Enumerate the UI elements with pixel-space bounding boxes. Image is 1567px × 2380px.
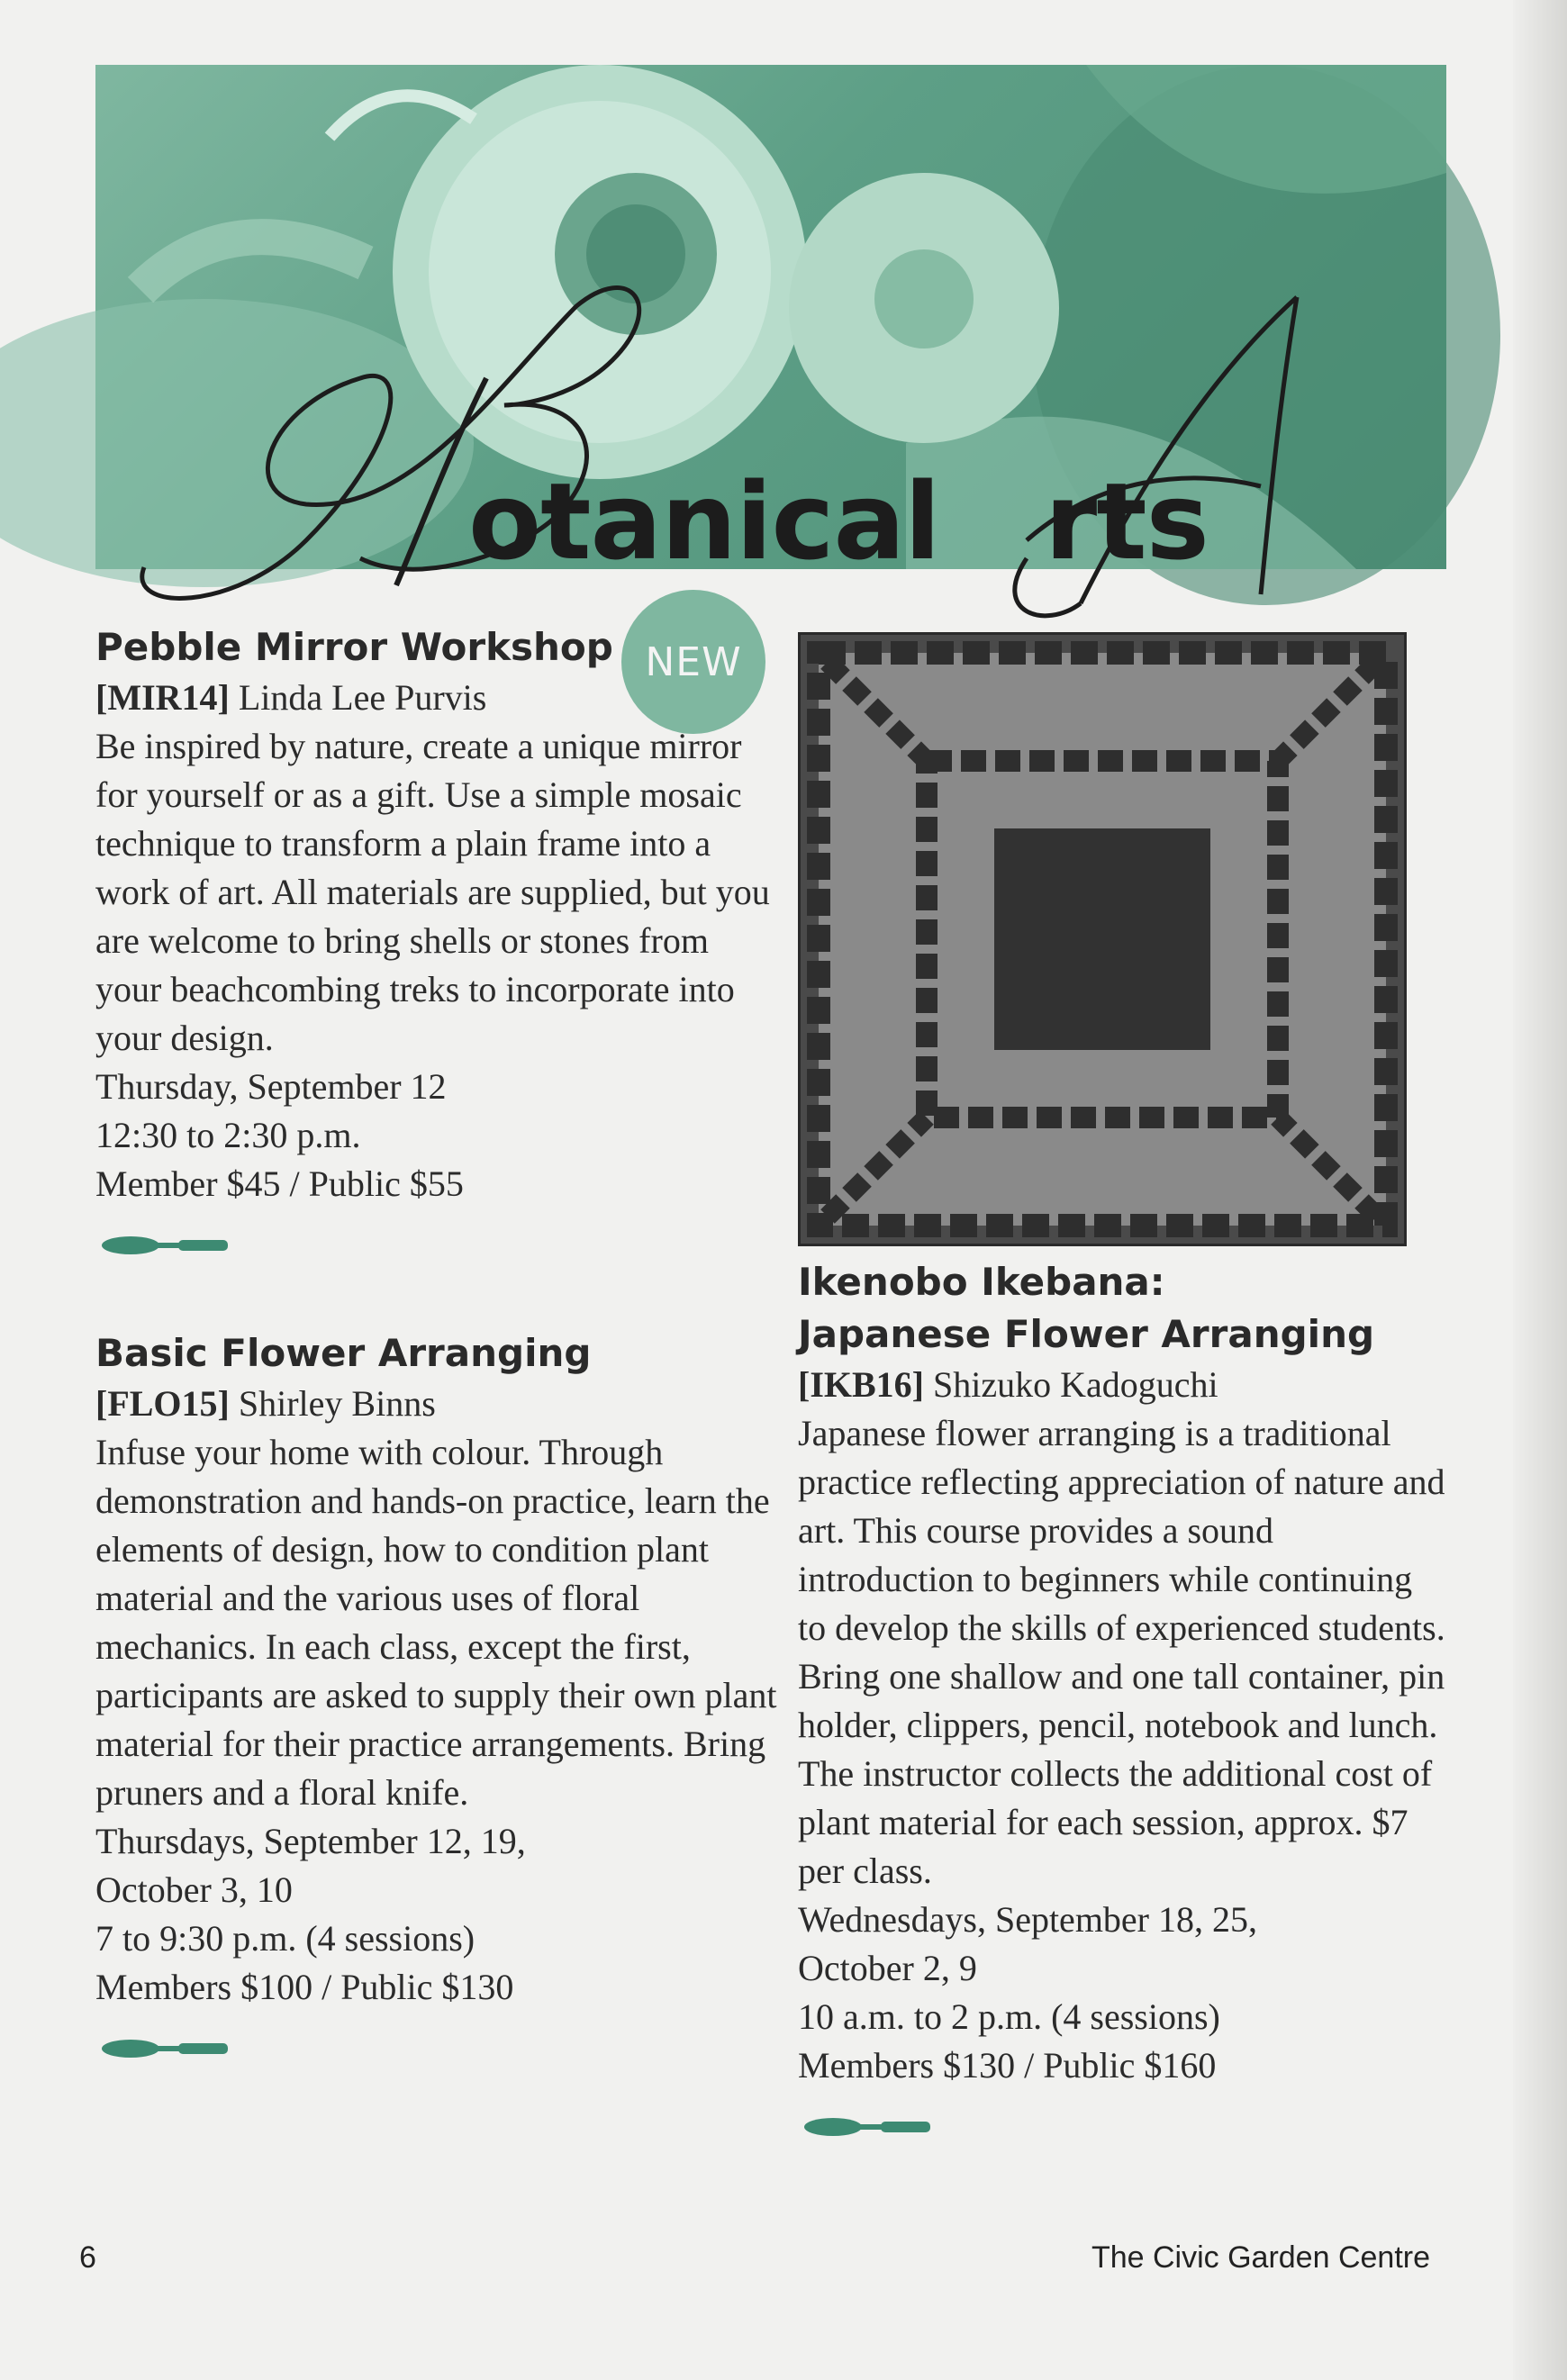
course-code: [MIR14] [95, 677, 230, 718]
right-column [798, 1256, 1446, 2153]
course-date: Thursday, September 12 [95, 1066, 447, 1107]
trowel-divider-icon [99, 1232, 234, 1259]
course-dates: Wednesdays, September 18, 25, [798, 1899, 1257, 1940]
course-price: Members $130 / Public $160 [798, 2045, 1217, 2086]
course-code-line [95, 674, 780, 722]
course-code-line [95, 1380, 780, 1428]
course-price: Member $45 / Public $55 [95, 1163, 464, 1204]
new-badge: NEW [621, 590, 765, 734]
course-title: Pebble Mirror Workshop [95, 625, 613, 669]
course-instructor: Shizuko Kadoguchi [933, 1364, 1218, 1405]
course-description: Japanese flower arranging is a traditional practice reflecting appreciation of nature and art. This course provides a sound introduction to beginners while continuing to develop the skills of experienced students. Bring one shallow and one tall container, pin holder, clippers, pencil, notebook and lunch. The instructor collects the additional cost of plant material for each session, approx. $7 per class. [798, 1413, 1445, 1891]
course-description: Infuse your home with colour. Through demonstration and hands-on practice, learn the elements of design, how to condition plant material and the various uses of floral mechanics. In each class, except the first, participants are asked to supply their own plant material for their practice arrangements. Bring pruners and a floral knife. [95, 1432, 777, 1813]
course-dates-cont: October 3, 10 [95, 1869, 293, 1910]
page-number: 6 [79, 2240, 96, 2275]
footer-publisher: The Civic Garden Centre [1091, 2240, 1430, 2275]
course-code: [IKB16] [798, 1364, 924, 1405]
left-column [95, 621, 780, 2075]
course-dates: Thursdays, September 12, 19, [95, 1821, 526, 1861]
page-edge [1513, 0, 1567, 2380]
course-instructor: Shirley Binns [238, 1383, 436, 1424]
course-instructor: Linda Lee Purvis [238, 677, 487, 718]
course-time: 10 a.m. to 2 p.m. (4 sessions) [798, 1996, 1220, 2037]
mosaic-mirror-image [801, 635, 1404, 1244]
course-ikenobo-ikebana [798, 1256, 1446, 2153]
course-time: 12:30 to 2:30 p.m. [95, 1115, 361, 1155]
title-word-rts: rts [1045, 459, 1209, 584]
course-time: 7 to 9:30 p.m. (4 sessions) [95, 1918, 476, 1959]
course-title-line1: Ikenobo Ikebana: [798, 1260, 1165, 1304]
course-description: Be inspired by nature, create a unique mirror for yourself or as a gift. Use a simple mosaic technique to transform a plain frame into a work of art. All materials are supplied, but you are welcome to bring shells or stones from your beachcombing treks to incorporate into your design. [95, 726, 770, 1058]
trowel-divider-icon [99, 2035, 234, 2062]
course-title-line2: Japanese Flower Arranging [798, 1312, 1375, 1356]
course-basic-flower-arranging [95, 1327, 780, 2075]
course-code-line [798, 1361, 1446, 1409]
course-pebble-mirror [95, 621, 780, 1271]
course-price: Members $100 / Public $130 [95, 1967, 514, 2007]
title-word-otanical: otanical [468, 459, 940, 584]
course-dates-cont: October 2, 9 [798, 1948, 977, 1988]
course-code: [FLO15] [95, 1383, 230, 1424]
trowel-divider-icon [802, 2113, 937, 2140]
pebble-mirror-photo [798, 632, 1407, 1246]
course-title: Basic Flower Arranging [95, 1331, 592, 1375]
